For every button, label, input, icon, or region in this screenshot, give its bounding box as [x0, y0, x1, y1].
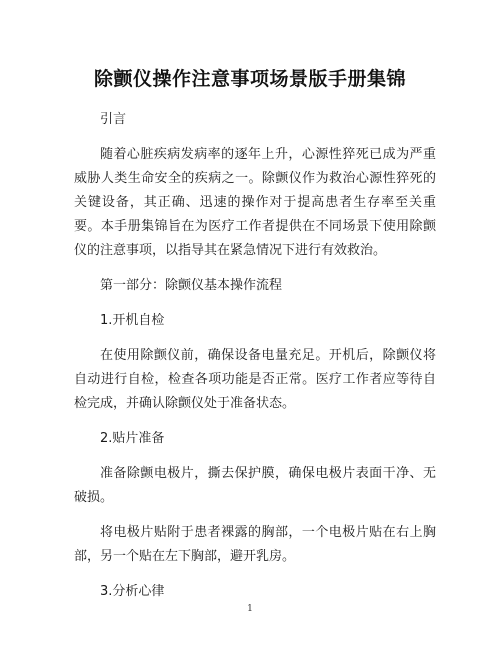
section1-heading: 1.开机自检	[100, 313, 165, 328]
section1-paragraph: 在使用除颤仪前，确保设备电量充足。开机后，除颤仪将自动进行自检，检查各项功能是否正常。医疗工作者应等待自检完成，并确认除颤仪处于准备状态。	[74, 348, 436, 411]
intro-heading: 引言	[100, 112, 127, 127]
section3-heading: 3.分析心律	[100, 584, 165, 599]
section2-paragraph-2: 将电极片贴附于患者裸露的胸部，一个电极片贴在右上胸部，另一个贴在左下胸部，避开乳房。	[74, 525, 436, 564]
intro-paragraph: 随着心脏疾病发病率的逐年上升，心源性猝死已成为严重威胁人类生命安全的疾病之一。除颤仪作为救治心源性猝死的关键设备，其正确、迅速的操作对于提高患者生存率至关重要。本手册集锦旨在为医疗工作者提供在不同场景下使用除颤仪的注意事项，以指导其在紧急情况下进行有效救治。	[74, 147, 436, 258]
part1-heading: 第一部分：除颤仪基本操作流程	[100, 278, 283, 293]
section2-heading: 2.贴片准备	[100, 431, 165, 446]
section2-paragraph-1: 准备除颤电极片，撕去保护膜，确保电极片表面干净、无破损。	[74, 466, 436, 505]
page-number: 1	[247, 604, 253, 614]
document-body	[74, 108, 436, 615]
document-title: 除颤仪操作注意事项场景版手册集锦	[93, 68, 406, 90]
